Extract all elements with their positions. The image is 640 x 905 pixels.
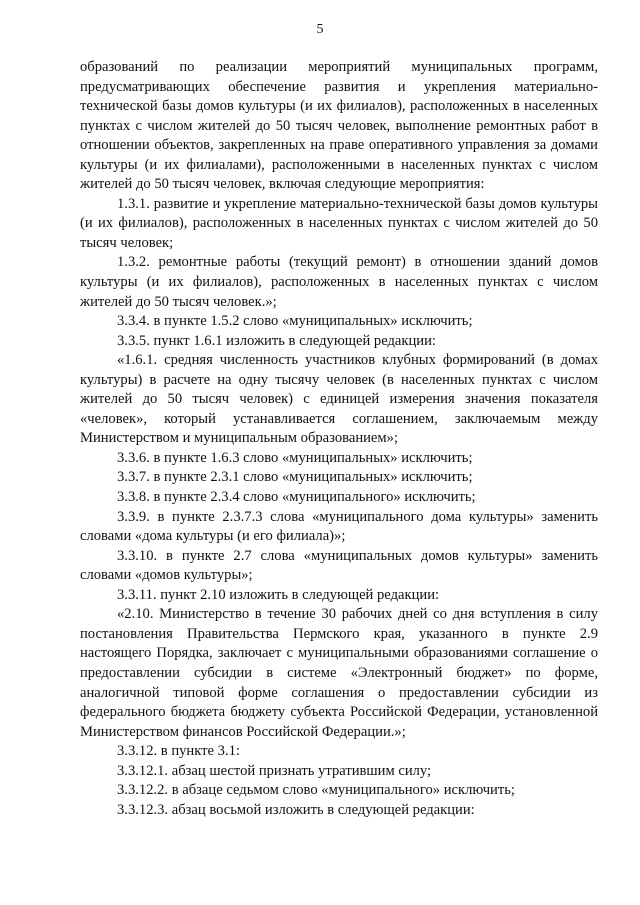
paragraph: 3.3.9. в пункте 2.3.7.3 слова «муниципального дома культуры» заменить словами «дома культуры (и его филиала)»;	[80, 508, 598, 545]
paragraph: 3.3.12.1. абзац шестой признать утратившим силу;	[117, 762, 432, 779]
paragraph: 3.3.7. в пункте 2.3.1 слово «муниципальных» исключить;	[117, 469, 473, 486]
paragraph: 3.3.8. в пункте 2.3.4 слово «муниципального» исключить;	[117, 489, 476, 506]
paragraph: 3.3.12.2. в абзаце седьмом слово «муниципального» исключить;	[117, 782, 515, 799]
paragraph: 3.3.12. в пункте 3.1:	[117, 743, 240, 760]
paragraph: образований по реализации мероприятий муниципальных программ, предусматривающих обеспечение развития и укрепления материально-технической базы домов культуры (и их филиалов), расположенных в населенных пунктах с числом жителей до 50 тысяч человек, выполнение ремонтных работ в отношении объектов, закрепленных на праве оперативного управления за домами культуры (и их филиалами), расположенными в населенных пунктах с числом жителей до 50 тысяч человек, включая следующие мероприятия:	[80, 59, 598, 193]
document-body	[80, 58, 598, 820]
page-number: 5	[316, 22, 324, 37]
paragraph: 3.3.10. в пункте 2.7 слова «муниципальных домов культуры» заменить словами «домов культуры»;	[80, 547, 598, 584]
paragraph: 3.3.6. в пункте 1.6.3 слово «муниципальных» исключить;	[117, 449, 473, 466]
paragraph: «2.10. Министерство в течение 30 рабочих дней со дня вступления в силу постановления Правительства Пермского края, указанного в пункте 2.9 настоящего Порядка, заключает с муниципальными образованиями соглашение о предоставлении субсидии в системе «Электронный бюджет» по форме, аналогичной типовой форме соглашения о предоставлении субсидии из федерального бюджета бюджету субъекта Российской Федерации, установленной Министерством финансов Российской Федерации.»;	[80, 606, 598, 740]
paragraph: 3.3.11. пункт 2.10 изложить в следующей редакции:	[117, 586, 440, 603]
paragraph: 3.3.12.3. абзац восьмой изложить в следующей редакции:	[117, 801, 475, 818]
paragraph: 3.3.4. в пункте 1.5.2 слово «муниципальных» исключить;	[117, 313, 473, 330]
paragraph: 3.3.5. пункт 1.6.1 изложить в следующей редакции:	[117, 332, 436, 349]
paragraph: 1.3.2. ремонтные работы (текущий ремонт) в отношении зданий домов культуры (и их филиалов), расположенных в населенных пунктах с числом жителей до 50 тысяч человек.»;	[80, 254, 598, 310]
paragraph: «1.6.1. средняя численность участников клубных формирований (в домах культуры) в расчете на одну тысячу человек (в населенных пунктах с числом жителей до 50 тысяч человек) с единицей измерения значения показателя «человек», который устанавливается соглашением, заключаемым между Министерством и муниципальным образованием»;	[80, 352, 598, 447]
paragraph: 1.3.1. развитие и укрепление материально-технической базы домов культуры (и их филиалов), расположенных в населенных пунктах с числом жителей до 50 тысяч человек;	[80, 195, 598, 251]
